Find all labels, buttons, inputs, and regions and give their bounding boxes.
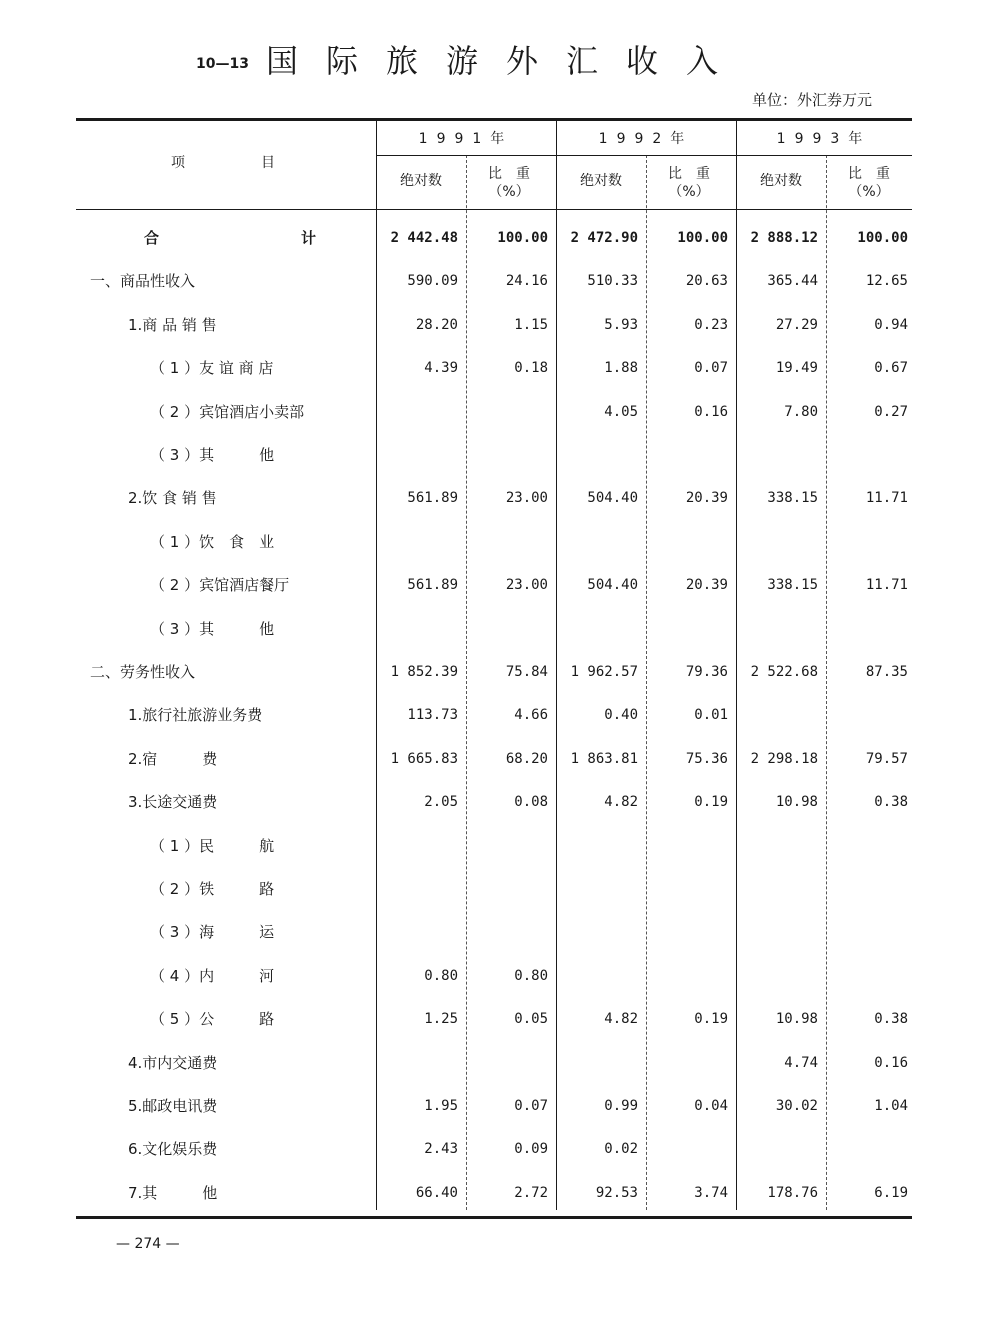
item-column-header: 项 目 bbox=[171, 155, 279, 171]
table-row bbox=[0, 834, 1000, 858]
abs-header-1993: 绝对数 bbox=[760, 173, 802, 189]
row-value: 113.73 bbox=[407, 707, 458, 723]
row-value: 11.71 bbox=[865, 577, 908, 593]
page-title: 国际旅游外汇收入 bbox=[266, 42, 747, 80]
table-row bbox=[0, 530, 1000, 554]
table-row bbox=[0, 573, 1000, 597]
row-value: 0.18 bbox=[514, 360, 548, 376]
table-row bbox=[0, 1137, 1000, 1161]
row-value: 1 665.83 bbox=[390, 751, 458, 767]
row-value: 590.09 bbox=[407, 273, 458, 289]
row-label: 3.长途交通费 bbox=[128, 793, 218, 811]
row-value: 1.15 bbox=[514, 317, 548, 333]
unit-label: 单位：外汇券万元 bbox=[752, 91, 873, 109]
table-row bbox=[0, 400, 1000, 424]
row-label: 6.文化娱乐费 bbox=[128, 1140, 218, 1158]
row-label: （ 2 ）宾馆酒店小卖部 bbox=[150, 403, 305, 421]
row-value: 100.00 bbox=[857, 230, 908, 246]
row-value: 561.89 bbox=[407, 490, 458, 506]
row-value: 0.19 bbox=[694, 1011, 728, 1027]
row-value: 4.05 bbox=[604, 404, 638, 420]
row-value: 19.49 bbox=[775, 360, 818, 376]
row-value: 1 962.57 bbox=[570, 664, 638, 680]
row-label: （ 3 ）其 他 bbox=[150, 446, 275, 464]
row-value: 7.80 bbox=[784, 404, 818, 420]
row-value: 2 888.12 bbox=[750, 230, 818, 246]
row-label: 1.商 品 销 售 bbox=[128, 316, 217, 334]
row-value: 3.74 bbox=[694, 1185, 728, 1201]
row-label: （ 3 ）其 他 bbox=[150, 620, 275, 638]
year-1991-header: 1991年 bbox=[418, 131, 514, 147]
header-bottom-rule bbox=[76, 209, 912, 210]
row-label: 合计 bbox=[144, 229, 316, 247]
ratio-header-1991 bbox=[468, 165, 550, 201]
row-value: 0.05 bbox=[514, 1011, 548, 1027]
table-row bbox=[0, 1181, 1000, 1205]
row-value: 100.00 bbox=[497, 230, 548, 246]
row-value: 24.16 bbox=[505, 273, 548, 289]
table-row bbox=[0, 877, 1000, 901]
ratio-header-label: 比 重 bbox=[488, 166, 530, 182]
row-value: 0.19 bbox=[694, 794, 728, 810]
row-value: 0.40 bbox=[604, 707, 638, 723]
row-value: 0.80 bbox=[424, 968, 458, 984]
row-label: 二、劳务性收入 bbox=[90, 663, 196, 681]
row-label: （ 1 ）民 航 bbox=[150, 837, 275, 855]
table-row bbox=[0, 747, 1000, 771]
row-label: 7.其 他 bbox=[128, 1184, 218, 1202]
row-value: 1.95 bbox=[424, 1098, 458, 1114]
row-value: 0.07 bbox=[694, 360, 728, 376]
row-value: 1.88 bbox=[604, 360, 638, 376]
row-value: 5.93 bbox=[604, 317, 638, 333]
table-row bbox=[0, 660, 1000, 684]
row-value: 92.53 bbox=[595, 1185, 638, 1201]
row-value: 4.82 bbox=[604, 1011, 638, 1027]
row-value: 10.98 bbox=[775, 794, 818, 810]
row-label: 2.宿 费 bbox=[128, 750, 218, 768]
row-value: 20.63 bbox=[685, 273, 728, 289]
page-number: — 274 — bbox=[116, 1236, 180, 1252]
row-value: 510.33 bbox=[587, 273, 638, 289]
ratio-header-unit: （%） bbox=[488, 184, 530, 200]
row-value: 87.35 bbox=[865, 664, 908, 680]
row-label: （ 4 ）内 河 bbox=[150, 967, 275, 985]
row-value: 0.16 bbox=[694, 404, 728, 420]
table-row bbox=[0, 920, 1000, 944]
table-row bbox=[0, 964, 1000, 988]
row-label: 1.旅行社旅游业务费 bbox=[128, 706, 263, 724]
row-value: 504.40 bbox=[587, 577, 638, 593]
table-top-rule bbox=[76, 118, 912, 121]
row-label: （ 3 ）海 运 bbox=[150, 923, 275, 941]
row-value: 75.84 bbox=[505, 664, 548, 680]
row-value: 75.36 bbox=[685, 751, 728, 767]
row-value: 100.00 bbox=[677, 230, 728, 246]
row-value: 0.07 bbox=[514, 1098, 548, 1114]
row-label: （ 2 ）宾馆酒店餐厅 bbox=[150, 576, 290, 594]
year-1993-header: 1993年 bbox=[776, 131, 872, 147]
ratio-header-label: 比 重 bbox=[668, 166, 710, 182]
ratio-header-1992 bbox=[648, 165, 730, 201]
row-value: 27.29 bbox=[775, 317, 818, 333]
row-label: （ 1 ）友 谊 商 店 bbox=[150, 359, 274, 377]
row-value: 66.40 bbox=[415, 1185, 458, 1201]
year-header-rule bbox=[376, 155, 912, 156]
year-1992-header: 1992年 bbox=[598, 131, 694, 147]
row-value: 0.04 bbox=[694, 1098, 728, 1114]
row-label: （ 5 ）公 路 bbox=[150, 1010, 275, 1028]
row-value: 2 298.18 bbox=[750, 751, 818, 767]
row-value: 2 442.48 bbox=[390, 230, 458, 246]
table-row bbox=[0, 1051, 1000, 1075]
row-label: 一、商品性收入 bbox=[90, 272, 196, 290]
row-value: 0.16 bbox=[874, 1055, 908, 1071]
ratio-header-1993 bbox=[828, 165, 910, 201]
row-value: 0.01 bbox=[694, 707, 728, 723]
row-value: 0.27 bbox=[874, 404, 908, 420]
table-row bbox=[0, 313, 1000, 337]
row-value: 20.39 bbox=[685, 490, 728, 506]
row-value: 1.04 bbox=[874, 1098, 908, 1114]
table-row bbox=[0, 356, 1000, 380]
row-value: 0.99 bbox=[604, 1098, 638, 1114]
abs-header-1992: 绝对数 bbox=[580, 173, 622, 189]
row-value: 12.65 bbox=[865, 273, 908, 289]
abs-header-1991: 绝对数 bbox=[400, 173, 442, 189]
row-label: （ 1 ）饮 食 业 bbox=[150, 533, 275, 551]
table-row bbox=[0, 1007, 1000, 1031]
row-value: 561.89 bbox=[407, 577, 458, 593]
row-value: 338.15 bbox=[767, 577, 818, 593]
row-value: 23.00 bbox=[505, 577, 548, 593]
row-value: 0.09 bbox=[514, 1141, 548, 1157]
row-value: 79.36 bbox=[685, 664, 728, 680]
row-value: 30.02 bbox=[775, 1098, 818, 1114]
row-value: 1.25 bbox=[424, 1011, 458, 1027]
row-value: 0.80 bbox=[514, 968, 548, 984]
table-row bbox=[0, 703, 1000, 727]
row-value: 0.94 bbox=[874, 317, 908, 333]
row-label: 5.邮政电讯费 bbox=[128, 1097, 218, 1115]
row-value: 0.38 bbox=[874, 794, 908, 810]
row-value: 504.40 bbox=[587, 490, 638, 506]
row-value: 68.20 bbox=[505, 751, 548, 767]
row-value: 20.39 bbox=[685, 577, 728, 593]
table-row bbox=[0, 1094, 1000, 1118]
row-value: 79.57 bbox=[865, 751, 908, 767]
table-number: 10—13 bbox=[196, 56, 249, 72]
row-value: 0.02 bbox=[604, 1141, 638, 1157]
table-row bbox=[0, 790, 1000, 814]
row-value: 0.23 bbox=[694, 317, 728, 333]
row-label: 2.饮 食 销 售 bbox=[128, 489, 217, 507]
row-value: 23.00 bbox=[505, 490, 548, 506]
row-value: 0.08 bbox=[514, 794, 548, 810]
table-row bbox=[0, 226, 1000, 250]
row-value: 4.82 bbox=[604, 794, 638, 810]
row-value: 6.19 bbox=[874, 1185, 908, 1201]
table-row bbox=[0, 443, 1000, 467]
row-value: 1 852.39 bbox=[390, 664, 458, 680]
row-value: 2 472.90 bbox=[570, 230, 638, 246]
row-value: 365.44 bbox=[767, 273, 818, 289]
row-value: 4.66 bbox=[514, 707, 548, 723]
ratio-header-unit: （%） bbox=[668, 184, 710, 200]
ratio-header-label: 比 重 bbox=[848, 166, 890, 182]
row-value: 2 522.68 bbox=[750, 664, 818, 680]
row-value: 0.67 bbox=[874, 360, 908, 376]
row-value: 11.71 bbox=[865, 490, 908, 506]
row-value: 2.43 bbox=[424, 1141, 458, 1157]
table-row bbox=[0, 617, 1000, 641]
row-value: 4.74 bbox=[784, 1055, 818, 1071]
row-value: 338.15 bbox=[767, 490, 818, 506]
row-value: 4.39 bbox=[424, 360, 458, 376]
row-value: 178.76 bbox=[767, 1185, 818, 1201]
table-row bbox=[0, 269, 1000, 293]
table-bottom-rule bbox=[76, 1216, 912, 1219]
row-value: 10.98 bbox=[775, 1011, 818, 1027]
row-value: 0.38 bbox=[874, 1011, 908, 1027]
table-row bbox=[0, 486, 1000, 510]
ratio-header-unit: （%） bbox=[848, 184, 890, 200]
row-value: 2.05 bbox=[424, 794, 458, 810]
row-value: 28.20 bbox=[415, 317, 458, 333]
row-label: （ 2 ）铁 路 bbox=[150, 880, 275, 898]
row-value: 1 863.81 bbox=[570, 751, 638, 767]
row-value: 2.72 bbox=[514, 1185, 548, 1201]
row-label: 4.市内交通费 bbox=[128, 1054, 218, 1072]
